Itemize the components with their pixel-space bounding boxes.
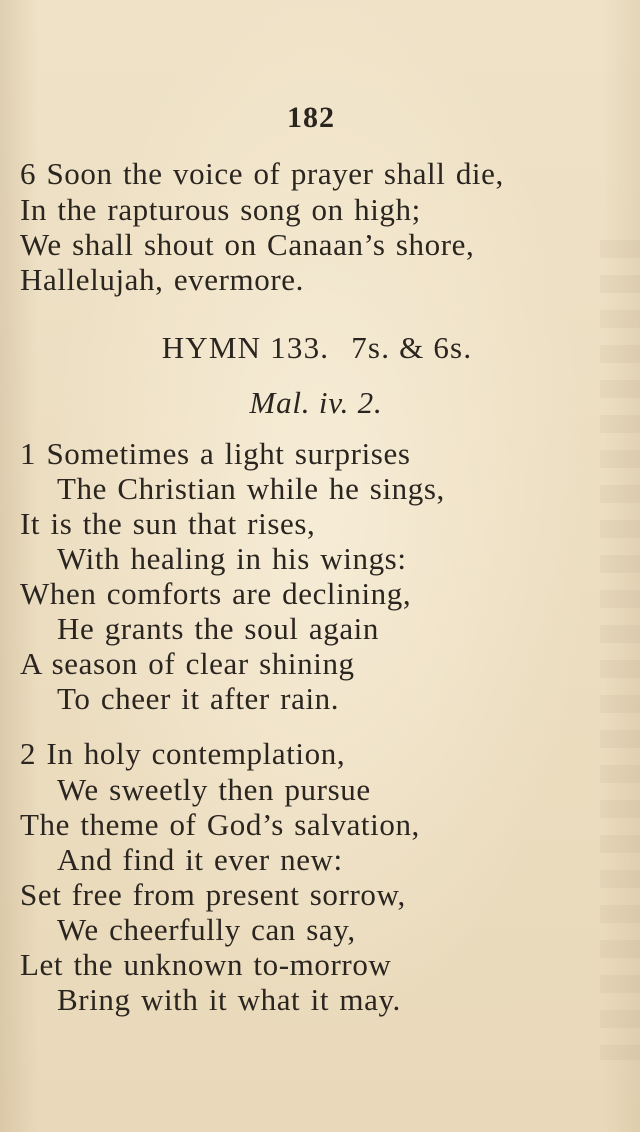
stanza-line: Let the unknown to-morrow [20, 947, 392, 982]
stanza-line: In the rapturous song on high; [20, 192, 421, 227]
hymn-title: HYMN 133. [161, 330, 330, 365]
stanza-line: He grants the soul again [57, 611, 379, 646]
stanza-line: Bring with it what it may. [57, 982, 401, 1017]
stanza-line: To cheer it after rain. [57, 681, 340, 716]
stanza-line: The Christian while he sings, [57, 471, 445, 506]
scripture-reference: Mal. iv. 2. [249, 385, 383, 420]
stanza-line: We cheerfully can say, [57, 912, 356, 947]
stanza-line: The theme of God’s salvation, [20, 807, 420, 842]
stanza-line: It is the sun that rises, [20, 506, 316, 541]
stanza-line: Set free from present sorrow, [20, 877, 406, 912]
stanza-line: 6 Soon the voice of prayer shall die, [20, 156, 504, 191]
stanza-line: When comforts are declining, [20, 576, 412, 611]
stanza-line: A season of clear shining [20, 646, 355, 681]
hymn-heading [0, 330, 634, 366]
stanza-line: We shall shout on Canaan’s shore, [20, 227, 475, 262]
page-number: 182 [287, 101, 335, 134]
stanza-line: 1 Sometimes a light surprises [20, 436, 411, 471]
stanza-line: 2 In holy contemplation, [20, 736, 346, 771]
stanza-line: We sweetly then pursue [57, 772, 371, 807]
hymn-meter: 7s. & 6s. [351, 330, 473, 365]
stanza-line: With healing in his wings: [57, 541, 407, 576]
stanza-line: Hallelujah, evermore. [20, 262, 305, 297]
stanza-line: And find it ever new: [57, 842, 343, 877]
